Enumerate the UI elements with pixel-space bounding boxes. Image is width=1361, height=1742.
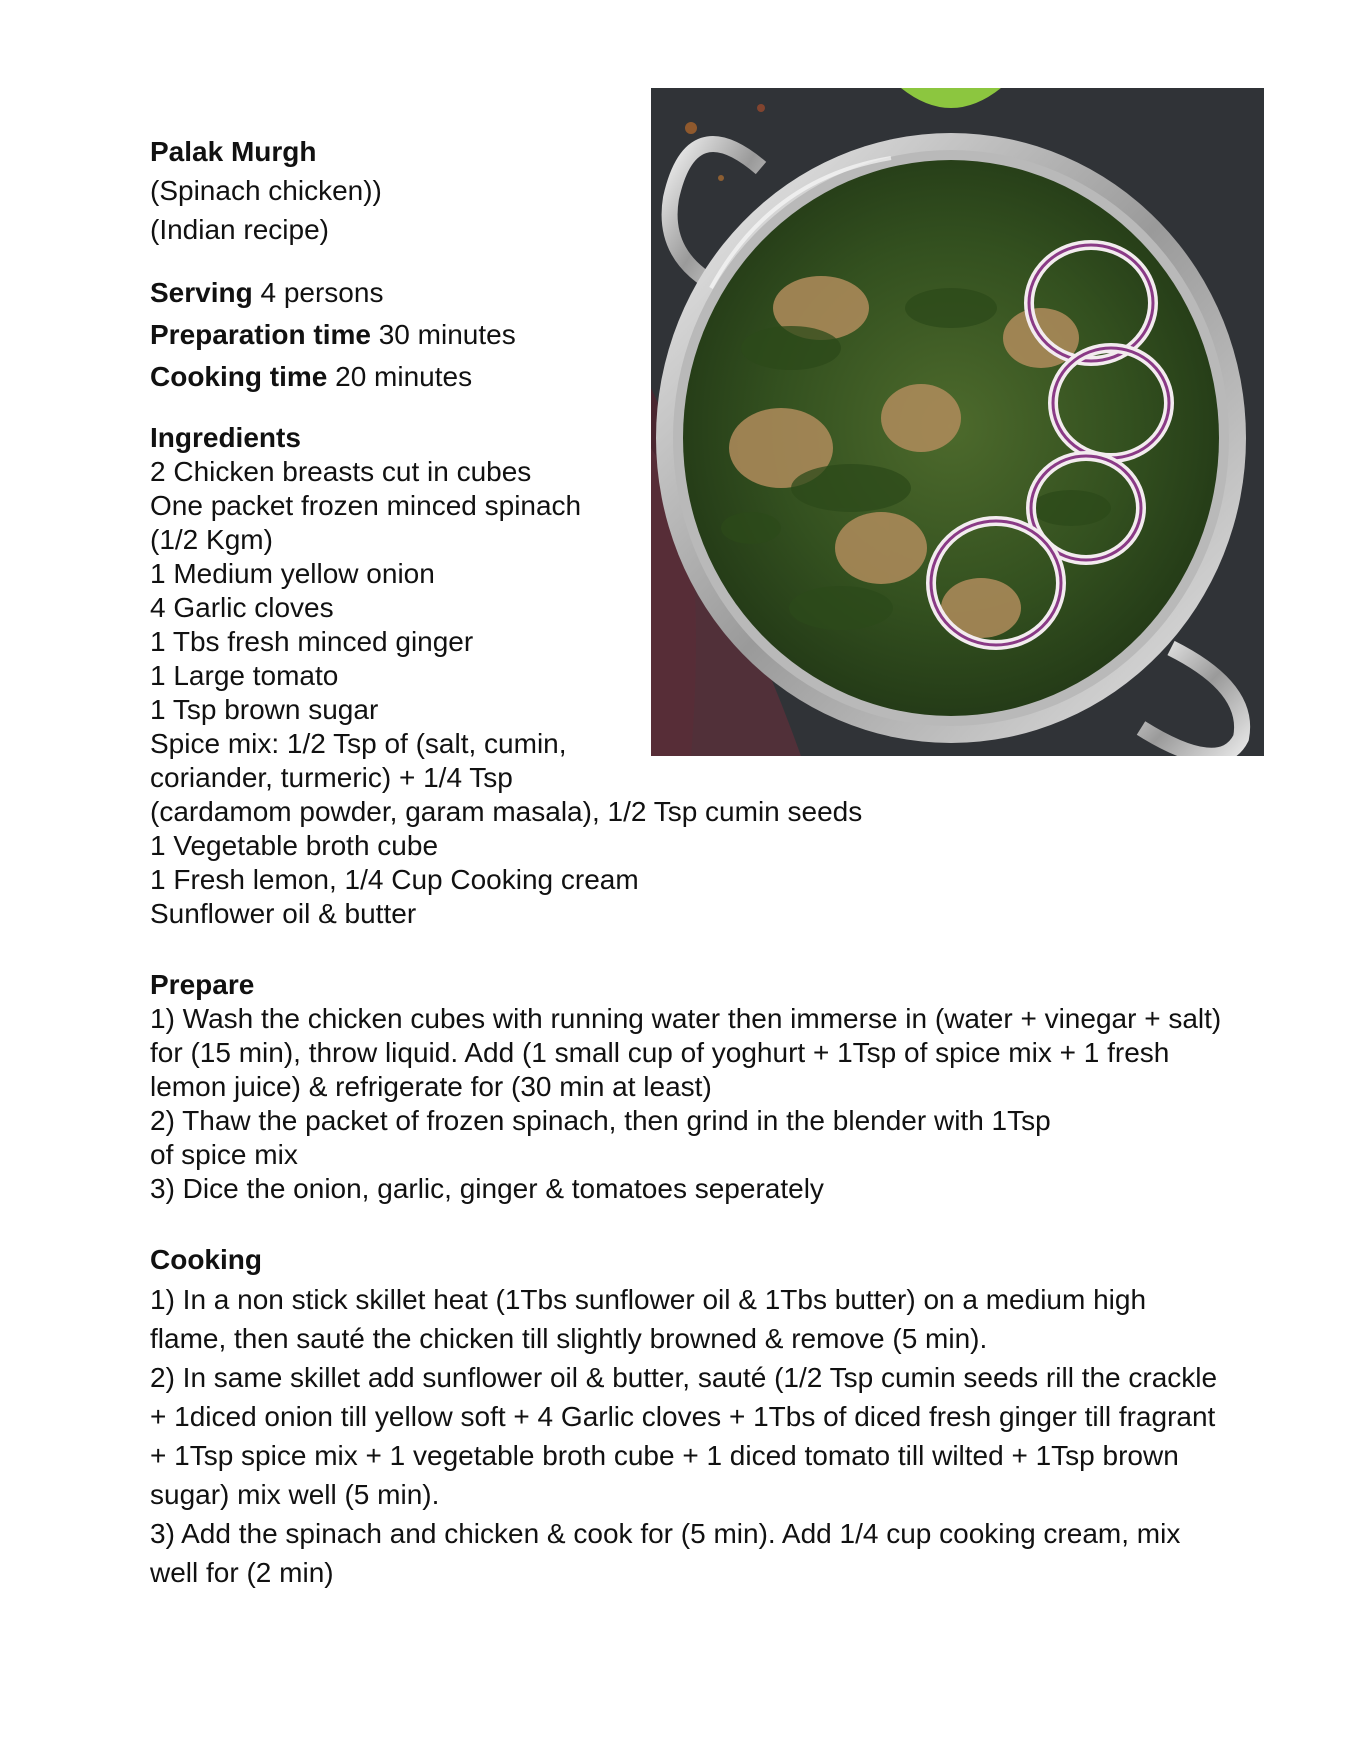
cooking-step: 2) In same skillet add sunflower oil & butter, sauté (1/2 Tsp cumin seeds rill the crackle + 1diced onion till yellow soft + 4 Garlic cloves + 1Tbs of diced fresh ginger till fragrant + 1Tsp spice mix + 1 vegetable broth cube + 1 diced tomato till wilted + 1Tsp brown sugar) mix well (5 min). xyxy=(150,1362,1218,1510)
ingredient-line: 1 Vegetable broth cube xyxy=(150,830,439,861)
prep-time-value: 30 minutes xyxy=(378,319,516,350)
recipe-meta xyxy=(150,272,670,398)
cook-time-value: 20 minutes xyxy=(335,361,473,392)
ingredients-heading: Ingredients xyxy=(150,422,301,453)
serving-value: 4 persons xyxy=(260,277,384,308)
cooking-section xyxy=(150,1242,1230,1592)
serving-row xyxy=(150,272,670,314)
ingredient-line: 1 Tbs fresh minced ginger xyxy=(150,626,474,657)
ingredient-line: 1 Tsp brown sugar xyxy=(150,694,379,725)
ingredient-line: 1 Fresh lemon, 1/4 Cup Cooking cream xyxy=(150,864,639,895)
ingredient-line: (1/2 Kgm) xyxy=(150,524,273,555)
ingredient-line: 1 Medium yellow onion xyxy=(150,558,435,589)
ingredient-line: Spice mix: 1/2 Tsp of (salt, cumin, xyxy=(150,728,567,759)
cook-time-row xyxy=(150,356,670,398)
prep-time-row xyxy=(150,314,670,356)
ingredient-line: Sunflower oil & butter xyxy=(150,898,417,929)
ingredient-line: 2 Chicken breasts cut in cubes xyxy=(150,456,532,487)
cooking-step: 3) Add the spinach and chicken & cook for (5 min). Add 1/4 cup cooking cream, mix well for (2 min) xyxy=(150,1518,1181,1588)
recipe-title: Palak Murgh xyxy=(150,136,317,167)
ingredient-line: One packet frozen minced spinach xyxy=(150,490,582,521)
prepare-step: 1) Wash the chicken cubes with running water then immerse in (water + vinegar + salt) for (15 min), throw liquid. Add (1 small cup of yoghurt + 1Tsp of spice mix + 1 fresh lemon juice) & refrigerate for (30 min at least) xyxy=(150,1003,1222,1102)
recipe-title-block xyxy=(150,132,630,249)
ingredient-line: 1 Large tomato xyxy=(150,660,339,691)
prepare-section xyxy=(150,968,1230,1206)
cook-time-label: Cooking time xyxy=(150,361,328,392)
recipe-subtitle: (Spinach chicken)) xyxy=(150,175,382,206)
ingredients-section xyxy=(150,421,1250,931)
cooking-step: 1) In a non stick skillet heat (1Tbs sunflower oil & 1Tbs butter) on a medium high flame, then sauté the chicken till slightly browned & remove (5 min). xyxy=(150,1284,1147,1354)
prepare-step: 2) Thaw the packet of frozen spinach, then grind in the blender with 1Tsp of spice mix xyxy=(150,1105,1051,1170)
prepare-heading: Prepare xyxy=(150,969,255,1000)
cooking-heading: Cooking xyxy=(150,1244,262,1275)
serving-label: Serving xyxy=(150,277,253,308)
recipe-origin: (Indian recipe) xyxy=(150,214,329,245)
ingredient-line: coriander, turmeric) + 1/4 Tsp xyxy=(150,762,513,793)
prepare-step: 3) Dice the onion, garlic, ginger & tomatoes seperately xyxy=(150,1173,824,1204)
ingredient-line: 4 Garlic cloves xyxy=(150,592,334,623)
prep-time-label: Preparation time xyxy=(150,319,371,350)
ingredient-line: (cardamom powder, garam masala), 1/2 Tsp cumin seeds xyxy=(150,796,863,827)
